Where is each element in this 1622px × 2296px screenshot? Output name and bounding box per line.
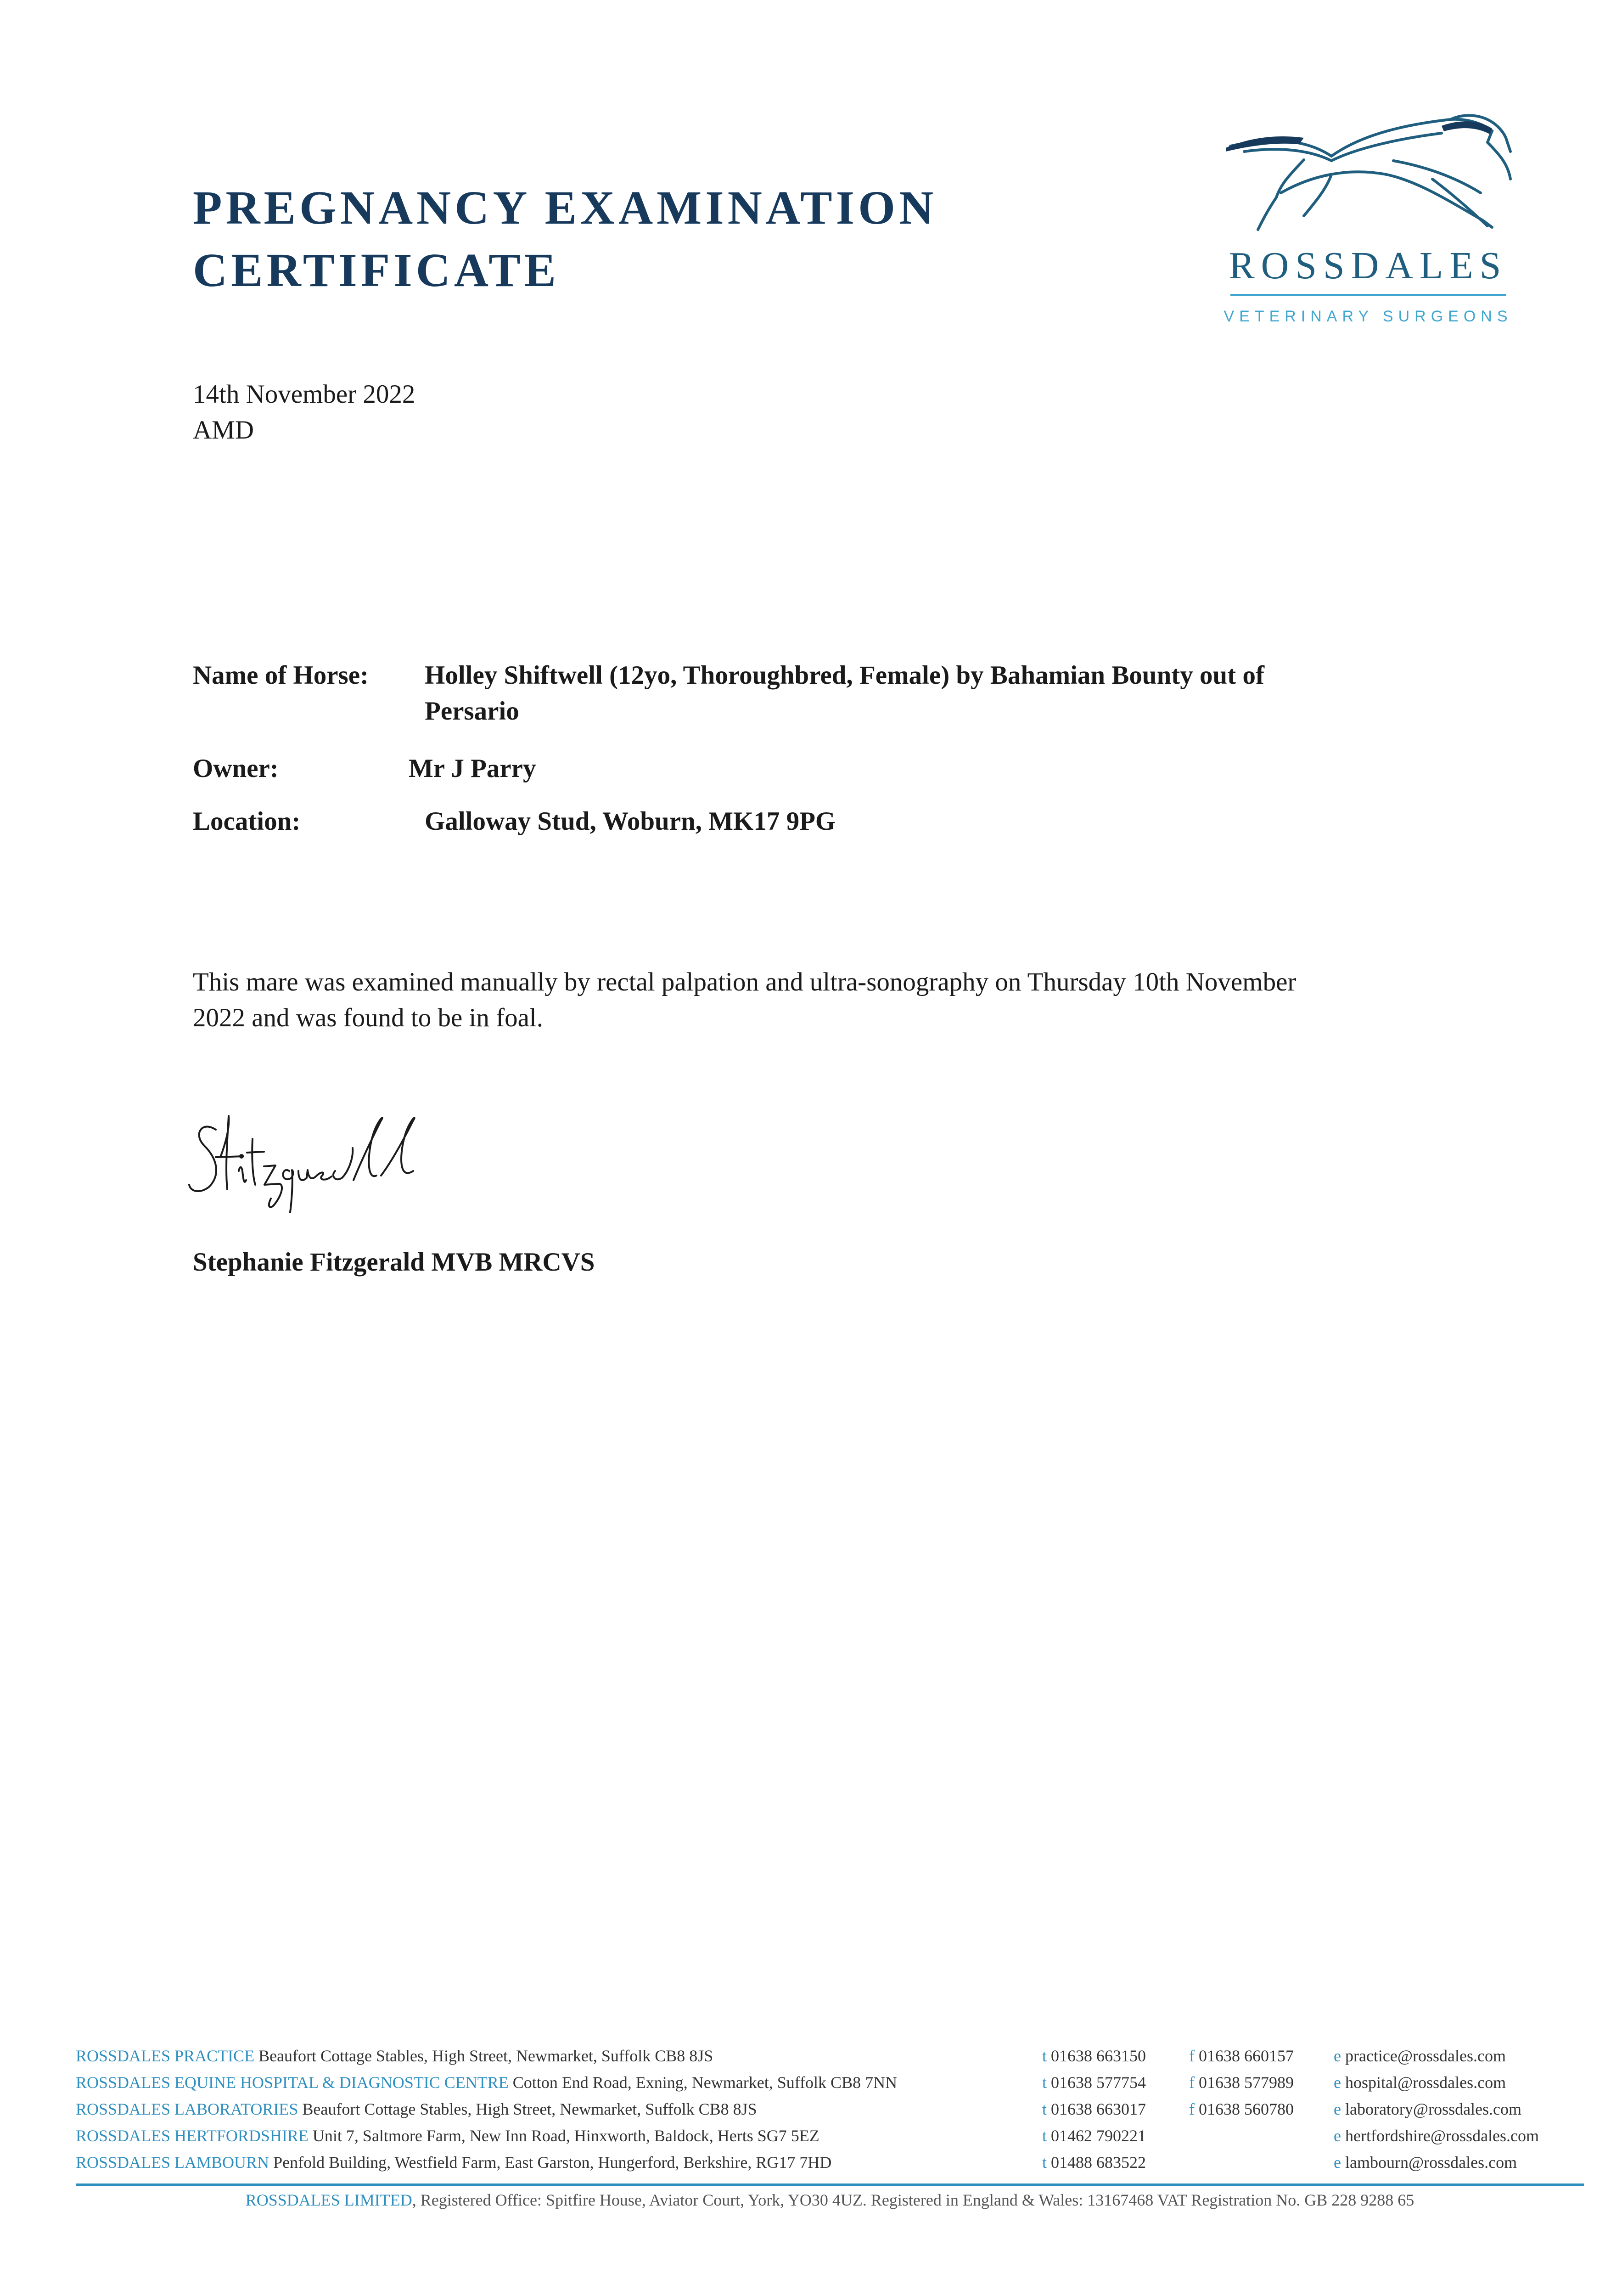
footer-row-laboratories bbox=[76, 2096, 1591, 2122]
email-key: e bbox=[1334, 2047, 1341, 2065]
footer-lambourn-phone: 01488 683522 bbox=[1051, 2153, 1146, 2172]
location-value: Galloway Stud, Woburn, MK17 9PG bbox=[425, 807, 836, 836]
footer-hertfordshire-address: Unit 7, Saltmore Farm, New Inn Road, Hinxworth, Baldock, Herts SG7 5EZ bbox=[308, 2127, 819, 2145]
footer-hertfordshire-name: ROSSDALES HERTFORDSHIRE bbox=[76, 2127, 309, 2145]
rossdales-logo bbox=[1212, 106, 1524, 335]
footer-hospital-email[interactable]: hospital@rossdales.com bbox=[1345, 2073, 1506, 2092]
footer-hertfordshire-phone: 01462 790221 bbox=[1051, 2127, 1146, 2145]
phone-key: t bbox=[1042, 2127, 1047, 2145]
phone-key: t bbox=[1042, 2073, 1047, 2092]
certificate-reference: AMD bbox=[193, 416, 254, 445]
footer-practice-address: Beaufort Cottage Stables, High Street, Newmarket, Suffolk CB8 8JS bbox=[254, 2047, 713, 2065]
title-line-1: PREGNANCY EXAMINATION bbox=[193, 181, 937, 234]
horse-icon bbox=[1212, 106, 1524, 239]
footer-divider bbox=[76, 2183, 1584, 2186]
footer-lambourn-email[interactable]: lambourn@rossdales.com bbox=[1345, 2153, 1517, 2172]
footer-registered-name: ROSSDALES LIMITED bbox=[245, 2191, 412, 2209]
fax-key: f bbox=[1189, 2047, 1195, 2065]
footer-laboratories-name: ROSSDALES LABORATORIES bbox=[76, 2100, 298, 2118]
footer-registered-text: , Registered Office: Spitfire House, Aviator Court, York, YO30 4UZ. Registered in England & Wales: 13167468 VAT Registration No. GB 228 9288 65 bbox=[412, 2191, 1414, 2209]
phone-key: t bbox=[1042, 2153, 1047, 2172]
certificate-meta bbox=[193, 377, 415, 448]
footer-row-practice bbox=[76, 2043, 1591, 2069]
footer-lambourn-address: Penfold Building, Westfield Farm, East Garston, Hungerford, Berkshire, RG17 7HD bbox=[269, 2153, 832, 2172]
signature bbox=[184, 1102, 477, 1221]
footer-practice-email[interactable]: practice@rossdales.com bbox=[1345, 2047, 1506, 2065]
footer-row-hospital bbox=[76, 2069, 1591, 2096]
footer-row-lambourn bbox=[76, 2149, 1591, 2176]
email-key: e bbox=[1334, 2073, 1341, 2092]
footer-lambourn-name: ROSSDALES LAMBOURN bbox=[76, 2153, 269, 2172]
footer-laboratories-email[interactable]: laboratory@rossdales.com bbox=[1345, 2100, 1522, 2118]
location-label: Location: bbox=[193, 807, 301, 836]
footer-hospital-address: Cotton End Road, Exning, Newmarket, Suffolk CB8 7NN bbox=[508, 2073, 898, 2092]
email-key: e bbox=[1334, 2127, 1341, 2145]
signer-name: Stephanie Fitzgerald MVB MRCVS bbox=[193, 1248, 595, 1277]
phone-key: t bbox=[1042, 2047, 1047, 2065]
footer-laboratories-phone: 01638 663017 bbox=[1051, 2100, 1146, 2118]
footer-practice-name: ROSSDALES PRACTICE bbox=[76, 2047, 255, 2065]
email-key: e bbox=[1334, 2153, 1341, 2172]
email-key: e bbox=[1334, 2100, 1341, 2118]
logo-subtitle: VETERINARY SURGEONS bbox=[1224, 308, 1513, 325]
horse-name-label: Name of Horse: bbox=[193, 661, 369, 690]
fax-key: f bbox=[1189, 2073, 1195, 2092]
footer-laboratories-fax: 01638 560780 bbox=[1199, 2100, 1294, 2118]
footer-hospital-phone: 01638 577754 bbox=[1051, 2073, 1146, 2092]
fax-key: f bbox=[1189, 2100, 1195, 2118]
phone-key: t bbox=[1042, 2100, 1047, 2118]
certificate-date: 14th November 2022 bbox=[193, 380, 415, 409]
page-title bbox=[193, 177, 1019, 302]
footer-hospital-name: ROSSDALES EQUINE HOSPITAL & DIAGNOSTIC CENTRE bbox=[76, 2073, 509, 2092]
footer-contacts bbox=[76, 2043, 1591, 2176]
examination-statement: This mare was examined manually by rectal palpation and ultra-sonography on Thursday 10th November 2022 and was found to be in foal. bbox=[193, 968, 1296, 1032]
footer-hospital-fax: 01638 577989 bbox=[1199, 2073, 1294, 2092]
footer-registration bbox=[76, 2187, 1584, 2213]
footer-laboratories-address: Beaufort Cottage Stables, High Street, Newmarket, Suffolk CB8 8JS bbox=[298, 2100, 757, 2118]
footer-row-hertfordshire bbox=[76, 2122, 1591, 2149]
horse-name-value: Holley Shiftwell (12yo, Thoroughbred, Female) by Bahamian Bounty out of Persario bbox=[425, 661, 1264, 726]
footer-practice-fax: 01638 660157 bbox=[1199, 2047, 1294, 2065]
logo-divider bbox=[1230, 294, 1506, 296]
owner-label: Owner: bbox=[193, 754, 279, 783]
footer-practice-phone: 01638 663150 bbox=[1051, 2047, 1146, 2065]
title-line-2: CERTIFICATE bbox=[193, 244, 560, 297]
footer-hertfordshire-email[interactable]: hertfordshire@rossdales.com bbox=[1345, 2127, 1539, 2145]
logo-wordmark: ROSSDALES bbox=[1229, 244, 1508, 287]
owner-value: Mr J Parry bbox=[409, 754, 536, 783]
